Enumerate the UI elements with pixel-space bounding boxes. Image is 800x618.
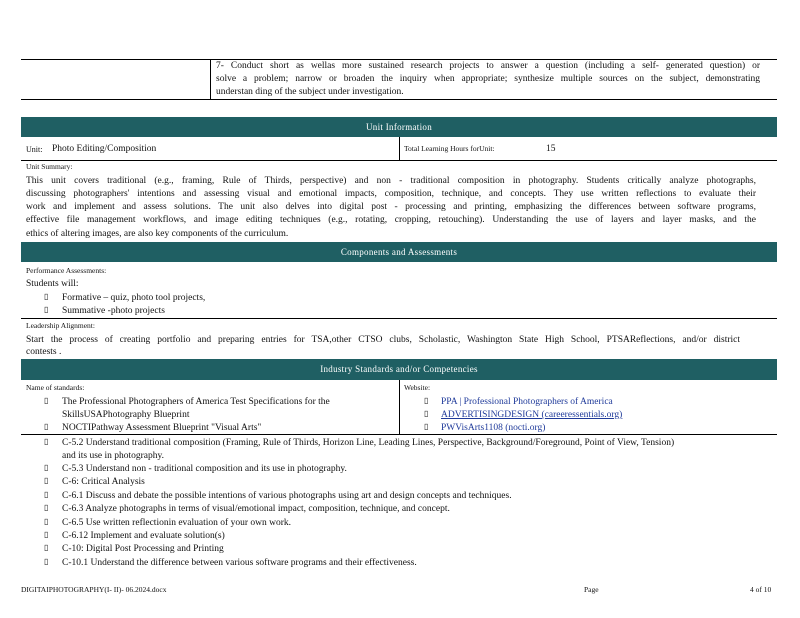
standard-name: NOCTIPathway Assessment Blueprint "Visual Arts": [62, 423, 262, 433]
unit-summary-line: ethics of altering images, are also key components of the curriculum.: [26, 229, 289, 239]
assessment-item: Formative – quiz, photo tool projects,: [62, 293, 206, 303]
standard-name: The Professional Photographers of America Test Specifications for the: [62, 397, 330, 407]
square-bullet-icon: ▯: [424, 409, 429, 418]
top-cell-divider: [210, 59, 211, 99]
website-link-ppa[interactable]: PPA | Professional Photographers of America: [441, 397, 613, 407]
unit-label: Unit:: [26, 145, 43, 154]
website-link-careeressentials[interactable]: ADVERTISINGDESIGN (careeressentials.org): [441, 410, 623, 420]
unit-title: Photo Editing/Composition: [52, 144, 157, 154]
unit-summary-line: work and implement and assess solutions. The unit also delves into digital post - processing and printing, emphasizing the differences between software programs,: [26, 202, 756, 212]
unit-row-rule: [21, 160, 777, 161]
square-bullet-icon: ▯: [44, 503, 49, 512]
square-bullet-icon: ▯: [424, 396, 429, 405]
components-header: Components and Assessments: [21, 242, 777, 262]
footer-page-number: 4 of 10: [750, 585, 772, 594]
assessment-item: Summative -photo projects: [62, 306, 165, 316]
unit-summary-line: discussing photographers' intentions and assessing visual and emotional impacts, composition, technique, and concepts. They use written reflections to evaluate their: [26, 189, 756, 199]
leadership-alignment-label: Leadership Alignment:: [26, 321, 95, 330]
square-bullet-icon: ▯: [44, 422, 49, 431]
industry-standards-header: Industry Standards and/or Competencies: [21, 359, 777, 380]
total-hours-label: Total Learning Hours forUnit:: [404, 144, 495, 153]
square-bullet-icon: ▯: [44, 463, 49, 472]
competency-line: C-6.5 Use written reflectionin evaluation of your own work.: [62, 518, 291, 528]
unit-summary-label: Unit Summary:: [26, 162, 73, 171]
competency-line: C-6.12 Implement and evaluate solution(s): [62, 531, 225, 541]
square-bullet-icon: ▯: [44, 490, 49, 499]
square-bullet-icon: ▯: [44, 530, 49, 539]
square-bullet-icon: ▯: [44, 476, 49, 485]
square-bullet-icon: ▯: [44, 543, 49, 552]
standards-divider: [399, 380, 400, 434]
square-bullet-icon: ▯: [44, 517, 49, 526]
standards-bottom-rule: [21, 434, 777, 435]
website-link-nocti[interactable]: PWVisArts1108 (nocti.org): [441, 423, 546, 433]
standard-7-line-2: solve a problem; narrow or broaden the inquiry when appropriate; synthesize multiple sources on the subject, demonstrating: [216, 74, 760, 84]
square-bullet-icon: ▯: [44, 292, 49, 301]
leadership-line: Start the process of creating portfolio and preparing entries for TSA,other CTSO clubs, Scholastic, Washington State High School, PTSAReflections, and/or district: [26, 335, 740, 345]
footer-filename: DIGITAIPHOTOGRAPHY(I- II)- 06.2024.docx: [21, 585, 167, 594]
square-bullet-icon: ▯: [44, 305, 49, 314]
performance-assessments-label: Performance Assessments:: [26, 266, 107, 275]
top-bottom-rule: [21, 99, 777, 100]
competency-line: C-6: Critical Analysis: [62, 477, 145, 487]
standard-7-line-3: understan ding of the subject under investigation.: [216, 87, 404, 97]
total-hours-value: 15: [546, 144, 556, 154]
square-bullet-icon: ▯: [44, 396, 49, 405]
website-label: Website:: [404, 383, 431, 392]
footer-page-label: Page: [584, 585, 599, 594]
competency-line: and its use in photography.: [62, 451, 165, 461]
square-bullet-icon: ▯: [44, 437, 49, 446]
unit-row-divider: [399, 137, 400, 160]
name-of-standards-label: Name of standards:: [26, 383, 85, 392]
competency-line: C-6.1 Discuss and debate the possible intentions of various photographs using art and design concepts and techniques.: [62, 491, 512, 501]
unit-information-header: Unit Information: [21, 117, 777, 137]
students-will-text: Students will:: [26, 279, 79, 289]
unit-summary-line: This unit covers traditional (e.g., framing, Rule of Thirds, perspective) and non - traditional composition in photography. Students critically analyze photographs,: [26, 176, 756, 186]
standard-7-line-1: 7- Conduct short as wellas more sustained research projects to answer a question (including a self- generated question) or: [216, 61, 760, 71]
standard-name: SkillsUSAPhotography Blueprint: [62, 410, 190, 420]
unit-summary-line: effective file management workflows, and image editing techniques (e.g., rotating, cropping, retouching). Understanding the use of layers and layer masks, and the: [26, 215, 756, 225]
competency-line: C-5.3 Understand non - traditional composition and its use in photography.: [62, 464, 347, 474]
leadership-line: contests .: [26, 347, 62, 357]
competency-line: C-5.2 Understand traditional composition (Framing, Rule of Thirds, Horizon Line, Leading Lines, Perspective, Background/Foreground, Point of View, Tension): [62, 438, 675, 448]
square-bullet-icon: ▯: [424, 422, 429, 431]
square-bullet-icon: ▯: [44, 557, 49, 566]
competency-line: C-10.1 Understand the difference between various software programs and their effectiveness.: [62, 558, 417, 568]
competency-line: C-10: Digital Post Processing and Printing: [62, 544, 224, 554]
competency-line: C-6.3 Analyze photographs in terms of visual/emotional impact, composition, technique, and concept.: [62, 504, 450, 514]
components-mid-rule: [21, 318, 777, 319]
